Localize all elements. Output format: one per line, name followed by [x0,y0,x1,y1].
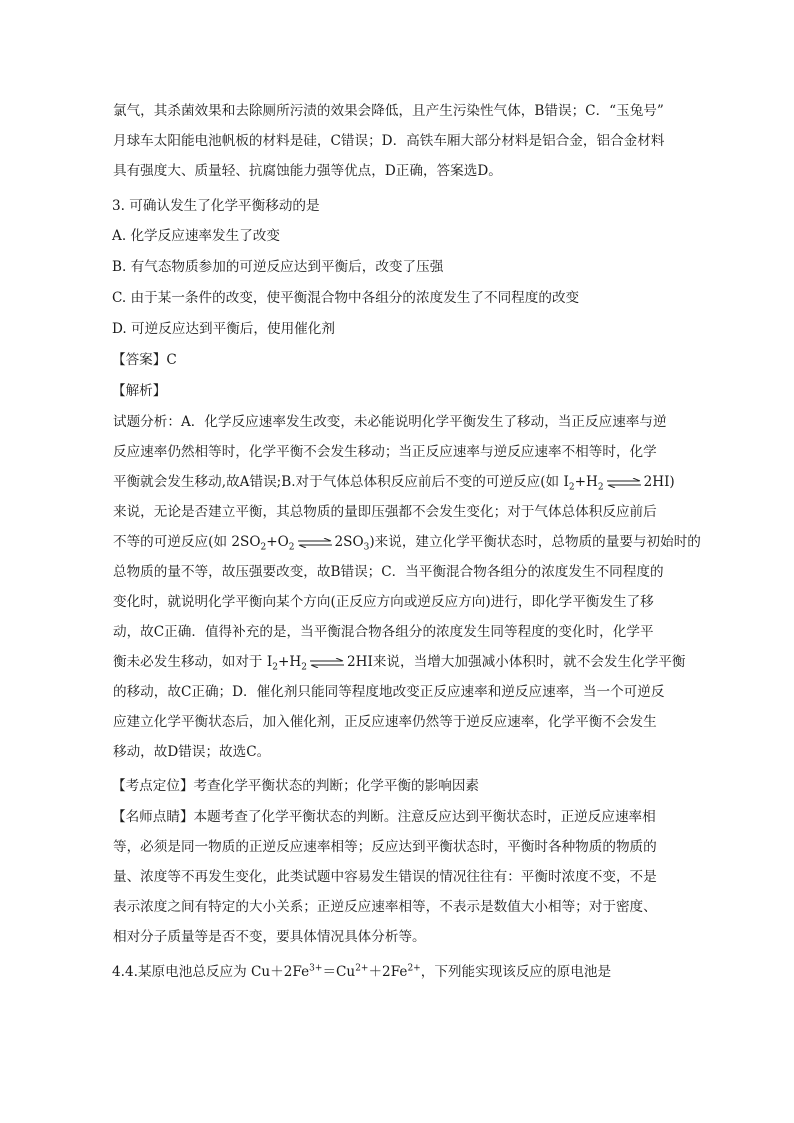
equilibrium-arrow-icon [605,478,643,488]
text-segment: ，下列能实现该反应的原电池是 [420,964,612,980]
text-segment: 2SO [334,534,364,550]
text-line: 量、浓度等不再发生变化，此类试题中容易发生错误的情况往往有：平衡时浓度不变，不是 [113,869,657,885]
text-line: 的移动，故C正确；D．催化剂只能同等程度地改变正反应速率和逆反应速率，当一个可逆反 [113,684,665,700]
text-segment: 不等的可逆反应(如 2SO [113,534,261,550]
text-segment: +H [574,474,598,490]
subscript: 2 [301,662,307,673]
superscript: 2+ [407,963,421,974]
option-c: C. 由于某一条件的改变，使平衡混合物中各组分的浓度发生了不同程度的改变 [112,290,580,306]
text-line: 具有强度大、质量轻、抗腐蚀能力强等优点，D正确，答案选D。 [113,163,502,179]
text-line: 氯气，其杀菌效果和去除厕所污渍的效果会降低，且产生污染性气体，B错误；C．“玉兔号” [113,103,664,119]
text-segment: 来说，当增大加强减小体积时，就不会发生化学平衡 [372,654,686,670]
text-line: 总物质的量不等，故压强要改变，故B错误；C．当平衡混合物各组分的浓度发生不同程度的 [113,564,664,580]
text-segment: +O [266,534,289,550]
text-line: 试题分析：A．化学反应速率发生改变，未必能说明化学平衡发生了移动，当正反应速率与逆 [113,414,667,430]
teacher-note: 【名师点睛】本题考查了化学平衡状态的判断。注意反应达到平衡状态时，正逆反应速率相 [112,809,656,825]
text-segment: ＋2Fe [368,964,408,980]
text-line-with-equation [113,532,701,552]
text-line: 变化时，就说明化学平衡向某个方向(正反应方向或逆反应方向)进行，即化学平衡发生了移 [113,594,654,610]
text-line: 相对分子质量等是否不变，要具体情况具体分析等。 [113,929,426,945]
subscript: 2 [260,542,267,553]
superscript: 3+ [309,963,323,974]
text-line: 移动，故D错误；故选C。 [113,744,271,760]
text-line: 动，故C正确．值得补充的是，当平衡混合物各组分的浓度发生同等程度的变化时，化学平 [113,624,654,640]
option-d: D. 可逆反应达到平衡后，使用催化剂 [112,321,335,337]
text-line: 来说，无论是否建立平衡，其总物质的量即压强都不会发生变化；对于气体总体积反应前后 [113,504,657,520]
text-line-with-equation [113,652,685,672]
text-line: 月球车太阳能电池帆板的材料是硅，C错误；D．高铁车厢大部分材料是铝合金，铝合金材料 [113,133,665,149]
subscript: 3 [363,542,370,553]
text-line: 等，必须是同一物质的正逆反应速率相等；反应达到平衡状态时，平衡时各种物质的物质的 [113,839,657,855]
text-segment: 2HI [346,654,373,670]
text-segment: 4.4.某原电池总反应为 Cu＋2Fe [112,964,310,980]
text-segment: ＝Cu [322,964,356,980]
text-segment: 平衡就会发生移动,故A错误;B.对于气体总体积反应前后不变的可逆反应(如 I [113,474,569,490]
subscript: 2 [597,482,604,493]
subscript: 2 [288,542,295,553]
equilibrium-arrow-icon [308,658,346,668]
text-line: 反应速率仍然相等时，化学平衡不会发生移动；当正反应速率与逆反应速率不相等时，化学 [113,444,657,460]
text-segment: 2HI) [643,474,675,490]
text-line-with-equation [113,472,675,492]
answer-heading: 【答案】C [112,352,177,368]
question-stem: 3. 可确认发生了化学平衡移动的是 [112,198,320,214]
option-a: A. 化学反应速率发生了改变 [112,228,280,244]
text-segment: )来说，建立化学平衡状态时，总物质的量要与初始时的 [369,534,701,550]
question-stem-with-equation [112,962,611,982]
equilibrium-arrow-icon [296,538,334,548]
superscript: 2+ [355,963,369,974]
subscript: 2 [272,662,278,673]
text-segment: 衡未必发生移动，如对于 I [113,654,273,670]
exam-point-heading: 【考点定位】考查化学平衡状态的判断；化学平衡的影响因素 [112,778,480,794]
text-line: 应建立化学平衡状态后，加入催化剂，正反应速率仍然等于逆反应速率，化学平衡不会发生 [113,714,657,730]
subscript: 2 [568,482,575,493]
option-b: B. 有气态物质参加的可逆反应达到平衡后，改变了压强 [112,259,444,275]
analysis-heading: 【解析】 [112,383,167,399]
text-line: 表示浓度之间有特定的大小关系；正逆反应速率相等，不表示是数值大小相等；对于密度、 [113,899,657,915]
text-segment: +H [277,654,302,670]
